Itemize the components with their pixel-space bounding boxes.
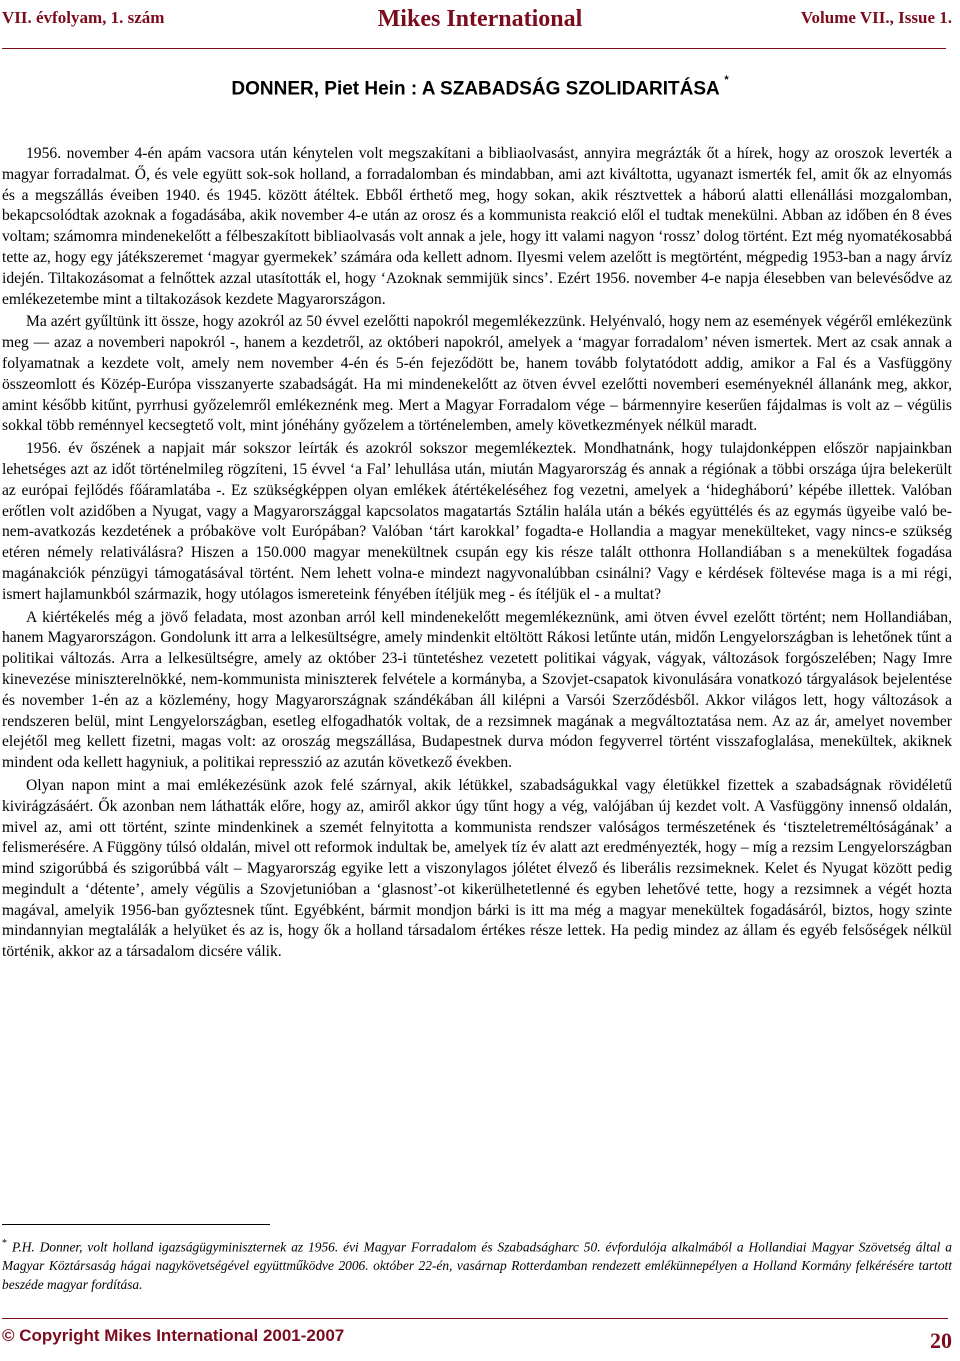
header-journal-title: Mikes International <box>377 6 583 32</box>
footer-divider <box>2 1318 948 1319</box>
footnote-text: P.H. Donner, volt holland igazságügyminiszternek az 1956. évi Magyar Forradalom és Szabadságharc 50. évfordulója alkalmából a Hollandiai Magyar Szövetség által a Magyar Köztársaság hágai nagykövetségével együttműködve 2006. október 22-én, vasárnap Rotterdamban rendezett emlékünnepélyen a Holland Kormány felkérésére tartott beszéde magyar fordítása. <box>2 1239 952 1293</box>
footer-copyright: © Copyright Mikes International 2001-2007 <box>2 1326 345 1345</box>
footnote <box>2 1234 952 1294</box>
header-divider <box>2 48 946 49</box>
paragraph: Ma azért gyűltünk itt össze, hogy azokról az 50 évvel ezelőtti napokról megemlékezzünk. Helyénvaló, hogy nem az események végéről emlékezünk meg — azaz a novemberi napokról -, hanem a kezdetről, az októberi napokról, amelyek a ‘magyar forradalom’ néven ismertek. Mert az csak annak a folyamatnak a kezdete volt, amely nem november 4-én és 5-én fejeződött be, hanem tovább folytatódott addig, amikor a Fal és a Vasfüggöny összeomlott és Közép-Európa visszanyerte szabadságát. Ha mi mindenekelőtt az ötven évvel ezelőtti novemberi eseményeknél állanánk meg, akkor, amint később kitűnt, pyrrhusi győzelemről emlékeznénk meg. Mert a Magyar Forradalom vége – bármennyire keserűen fájdalmas is volt az – végülis sokkal több reménnyel kecsegtető volt, mint jónéhány győzelem a történelemben, amely következmények nélkül maradt. <box>2 313 952 435</box>
paragraph: 1956. év őszének a napjait már sokszor leírták és azokról sokszor megemlékeztek. Mondhatnánk, hogy tulajdonképpen először napjainkban lehetséges azt az időt történelmileg rögzíteni, 15 évvel ‘a Fal’ lehullása után, miután Magyarország és annak a régiónak a többi országa újra belekerült az európai fejlődés főáramlatába -. Ez szükségképpen olyan emlékek átértékeléséhez fog vezetni, amelyek a ‘hidegháború’ képébe illettek. Valóban erőtlen volt azidőben a Nyugat, vagy a Magyarországgal kapcsolatos magatartás Sztálin halála után a békés együttélés és az egymás ügyeibe való be-nem-avatkozás kezdetének a próbaköve volt Európában? Valóban ‘tárt karokkal’ fogadta-e Hollandia a magyar menekülteket, vagy nincs-e szükség etéren némely relativálásra? Hiszen a 150.000 magyar menekültnek csupán egy kis része talált otthonra Hollandiában s a menekültek fogadása magánakciók pénzügyi támogatásával történt. Nem lehett volna-e mindezt nagyvonalúbban csinálni? Vagy e kérdések föltevése maga is a mi régi, ismert hajlamunkból származik, hogy utólagos ismereteink fényében ítéljük meg - és ítéljük el - a multat? <box>2 440 952 603</box>
title-footnote-mark[interactable]: * <box>724 74 729 86</box>
article-title-text: DONNER, Piet Hein : A SZABADSÁG SZOLIDARITÁSA <box>231 78 720 100</box>
paragraph: A kiértékelés még a jövő feladata, most azonban arról kell mindenekelőtt megemlékeznünk, ami ötven évvel ezelőtt történt; nem Hollandiában, hanem Magyarországon. Gondolunk itt arra a lelkesültségre, amely mindenkit eltöltött Rákosi letűnte után, midőn Lengyelországban is lehetőnek tűnt a politikai változás. Arra a lelkesültségre, amely az október 23-i tüntetéshez vezetett politikai vágyak, vágyak, változások forgószelében; Nagy Imre kinevezése miniszterelnökké, nem-kommunista miniszterek felvétele a kormányba, a Szovjet-csapatok kivonulására vonatkozó tárgyalások bejelentése és november 1-én az a közlemény, hogy Magyarországnak szándékában áll kilépni a Varsói Szerződésből. Akkor világos lett, hogy változások a rendszeren belül, mint Lengyelországban, esetleg elfogadhatók voltak, de a rezsimnek magának a megváltoztatása nem. Az az ár, amelyet november elejétől meg kellett fizetni, magas volt: az oroszág megszállása, Budapestnek durva módon fegyverrel történt visszafoglalása, menekültek, akiknek mindent oda kellett hagyniuk, a politikai represszió az azután következő években. <box>2 608 952 772</box>
footnote-mark: * <box>2 1238 7 1249</box>
article-title <box>0 74 960 100</box>
page-footer <box>0 1326 960 1356</box>
page-header <box>0 4 960 36</box>
header-volume-hu: VII. évfolyam, 1. szám <box>2 8 165 27</box>
header-volume-en: Volume VII., Issue 1. <box>800 8 952 27</box>
article-body <box>2 144 952 965</box>
paragraph: Olyan napon mint a mai emlékezésünk azok felé szárnyal, akik létükkel, szabadságukkal vagy életükkel fizettek a szabadságnak rövidéletű kivirágzásáért. Ők azonban nem láthatták előre, hogy az, amiről akkor úgy tűnt hogy a vég, valójában új kezdet volt. A Vasfüggöny innenső oldalán, mivel az, ami ott történt, szinte mindenkinek a szemét felnyitotta a kommunista rendszer valóságos természetének és ‘tiszteletreméltóságának’ a felismerésére. A Függöny túlsó oldalán, mivel ott reformok indultak be, amelyek tíz év alatt azt eredményezték, hogy – míg a rezsim Lengyelországban mind szigorúbbá és szigorúbbá vált – Magyarország egyike lett a viszonylagos jólétet élvező és liberális rezsimeknek. Kelet és Nyugat között pedig megindult a ‘détente’, amely végülis a Szovjetunióban a ‘glasnost’-ot kikerülhetetlenné és egyben lehetővé tette, hogy a rezsimnek a végét hozta magával, amelyik 1956-ban győztesnek tűnt. Egyébként, bármit mondjon bárki is itt ma még a magyar menekültek fogadásáról, biztos, hogy szinte mindannyian megtalálák a helyüket és az is, hogy ők a holland társadalom értékes része lettek. Ha pedig mindez az állam és egyéb felsőségek nélkül történik, akkor az a társadalom dicsére válik. <box>2 776 952 961</box>
page-number: 20 <box>930 1328 952 1353</box>
paragraph: 1956. november 4-én apám vacsora után kénytelen volt megszakítani a bibliaolvasást, annyira megrázták őt a hírek, hogy az oroszok leverték a magyar forradalmat. Ő, és vele együtt sok-sok holland, a forradalomban és mindabban, ami azt kiváltotta, ugyanazt ismerték fel, amit ők az elnyomás és a megszállás éveiben 1940. és 1945. között átéltek. Ebből érthető meg, hogy sokan, akik résztvettek a háború alatti ellenállási mozgalomban, bekapcsolódtak azoknak a fogadásába, akik november 4-e után az orosz és a kommunista reakció elől el tudtak menekülni. Abban az időben én 8 éves voltam; számomra mindenekelőtt a félbeszakított bibliaolvasás volt annak a jele, hogy itt valami nagyon ‘rossz’ dolog történt. Ezt még nyomatékosabbá tette az, hogy egy játékszeremet ‘magyar gyermekek’ számára oda kellett adnom. Ilyesmi velem azelőtt is megtörtént, mégpedig 1953-ban a nagy árvíz idején. Tiltakozásomat a felnőttek azzal utasították el, hogy ‘Azoknak semmijük sincs’. Ezért 1956. november 4-e napja élesebben van belevésődve az emlékezetembe mint a tiltakozások kezdete Magyarországon. <box>2 145 952 308</box>
footnote-divider <box>2 1224 270 1225</box>
